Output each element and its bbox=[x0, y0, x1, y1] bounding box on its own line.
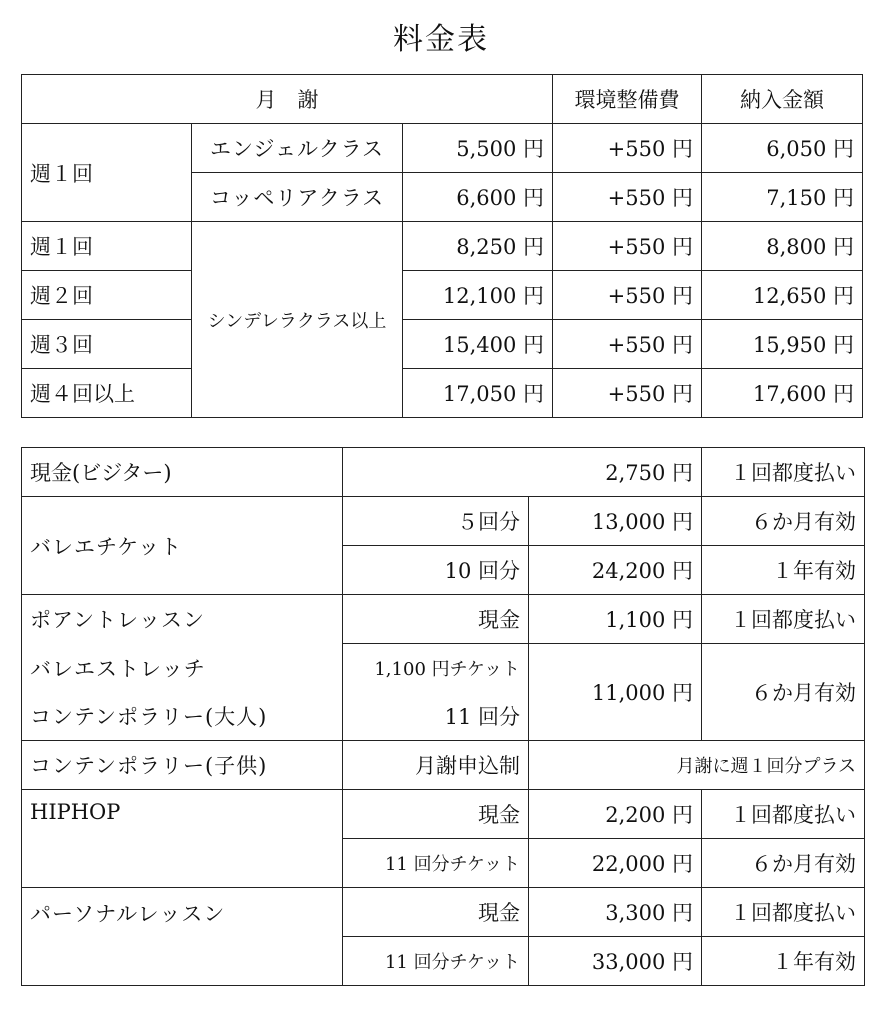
note-cell: １回都度払い bbox=[702, 595, 865, 644]
personal-lesson-label: パーソナルレッスン bbox=[22, 888, 343, 986]
count-cell: ５回分 bbox=[343, 497, 529, 546]
price-cell: 12,100 円 bbox=[403, 271, 553, 320]
header-env-fee: 環境整備費 bbox=[553, 75, 702, 124]
price-cell: 6,600 円 bbox=[403, 173, 553, 222]
table-row bbox=[22, 320, 863, 369]
fee-cell: +550 円 bbox=[553, 222, 702, 271]
contemporary-child-label: コンテンポラリー(子供) bbox=[22, 741, 343, 790]
total-cell: 12,650 円 bbox=[702, 271, 863, 320]
note-cell: ６か月有効 bbox=[702, 644, 865, 741]
price-cell: 33,000 円 bbox=[529, 937, 702, 986]
freq-cell: 週３回 bbox=[22, 320, 192, 369]
pointe-label: ポアントレッスン bbox=[22, 595, 343, 644]
total-cell: 8,800 円 bbox=[702, 222, 863, 271]
table-row bbox=[22, 888, 865, 937]
class-cell: コッペリアクラス bbox=[192, 173, 403, 222]
note-cell: ６か月有効 bbox=[702, 839, 865, 888]
table-row bbox=[22, 790, 865, 839]
price-cell: 22,000 円 bbox=[529, 839, 702, 888]
price-cell: 1,100 円 bbox=[529, 595, 702, 644]
total-cell: 15,950 円 bbox=[702, 320, 863, 369]
price-cell: 15,400 円 bbox=[403, 320, 553, 369]
method-cell: 現金 bbox=[343, 888, 529, 937]
note-cell: １年有効 bbox=[702, 546, 865, 595]
note-cell: 月謝に週１回分プラス bbox=[529, 741, 865, 790]
hiphop-label: HIPHOP bbox=[22, 790, 343, 888]
monthly-fee-table bbox=[21, 74, 863, 418]
note-cell: １回都度払い bbox=[702, 888, 865, 937]
other-fee-table bbox=[21, 447, 865, 986]
freq-cell: 週４回以上 bbox=[22, 369, 192, 418]
fee-cell: +550 円 bbox=[553, 369, 702, 418]
fee-cell: +550 円 bbox=[553, 271, 702, 320]
class-cell: エンジェルクラス bbox=[192, 124, 403, 173]
contemporary-adult-label: コンテンポラリー(大人) bbox=[22, 692, 343, 741]
page-title: 料金表 bbox=[393, 22, 489, 57]
price-cell: 2,200 円 bbox=[529, 790, 702, 839]
table-row bbox=[22, 271, 863, 320]
fee-cell: +550 円 bbox=[553, 124, 702, 173]
note-cell: １年有効 bbox=[702, 937, 865, 986]
price-cell: 11,000 円 bbox=[529, 644, 702, 741]
price-cell: 2,750 円 bbox=[343, 448, 702, 497]
count-cell: 10 回分 bbox=[343, 546, 529, 595]
stretch-label: バレエストレッチ bbox=[22, 644, 343, 693]
note-cell: １回都度払い bbox=[702, 448, 865, 497]
method-cell: 月謝申込制 bbox=[343, 741, 529, 790]
price-cell: 3,300 円 bbox=[529, 888, 702, 937]
method-cell: 11 回分チケット bbox=[343, 937, 529, 986]
table-row bbox=[22, 222, 863, 271]
method-cell: 11 回分チケット bbox=[343, 839, 529, 888]
visitor-label: 現金(ビジター) bbox=[22, 448, 343, 497]
freq-cell: 週１回 bbox=[22, 124, 192, 222]
fee-cell: +550 円 bbox=[553, 173, 702, 222]
note-cell: ６か月有効 bbox=[702, 497, 865, 546]
method-cell: 11 回分 bbox=[343, 692, 529, 741]
table-row bbox=[22, 644, 865, 693]
table-row bbox=[22, 741, 865, 790]
fee-cell: +550 円 bbox=[553, 320, 702, 369]
table-row bbox=[22, 595, 865, 644]
price-cell: 8,250 円 bbox=[403, 222, 553, 271]
table-row bbox=[22, 448, 865, 497]
method-cell: 1,100 円チケット bbox=[343, 644, 529, 693]
freq-cell: 週２回 bbox=[22, 271, 192, 320]
price-cell: 13,000 円 bbox=[529, 497, 702, 546]
method-cell: 現金 bbox=[343, 595, 529, 644]
table-row bbox=[22, 497, 865, 546]
table-row bbox=[22, 124, 863, 173]
total-cell: 6,050 円 bbox=[702, 124, 863, 173]
freq-cell: 週１回 bbox=[22, 222, 192, 271]
header-tuition: 月 謝 bbox=[22, 75, 553, 124]
total-cell: 7,150 円 bbox=[702, 173, 863, 222]
price-cell: 24,200 円 bbox=[529, 546, 702, 595]
total-cell: 17,600 円 bbox=[702, 369, 863, 418]
header-total: 納入金額 bbox=[702, 75, 863, 124]
note-cell: １回都度払い bbox=[702, 790, 865, 839]
ballet-ticket-label: バレエチケット bbox=[22, 497, 343, 595]
table-header-row bbox=[22, 75, 863, 124]
price-cell: 5,500 円 bbox=[403, 124, 553, 173]
price-cell: 17,050 円 bbox=[403, 369, 553, 418]
table-row bbox=[22, 369, 863, 418]
method-cell: 現金 bbox=[343, 790, 529, 839]
cinderella-class-cell: シンデレラクラス以上 bbox=[192, 222, 403, 418]
